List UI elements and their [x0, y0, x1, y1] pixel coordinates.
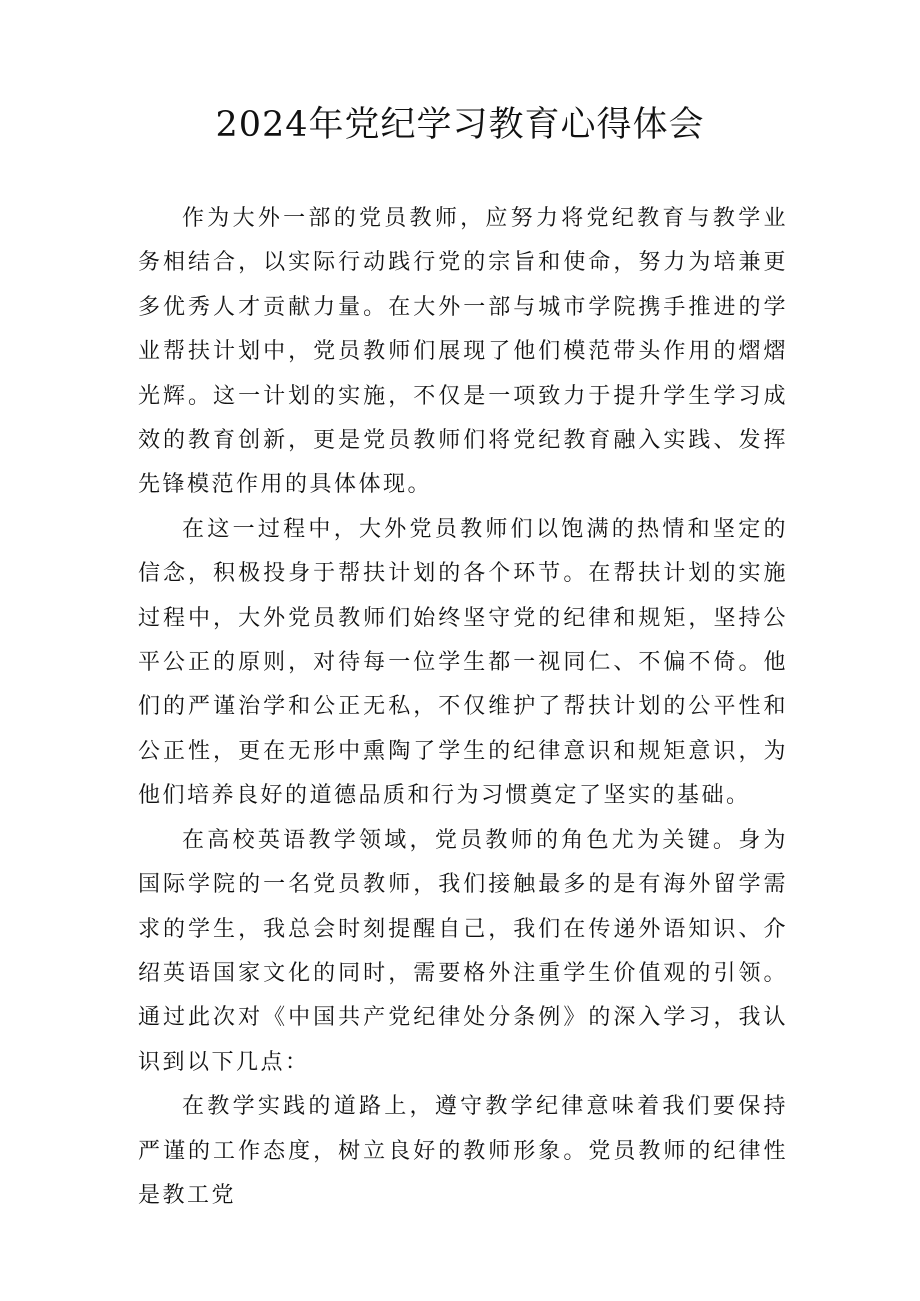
document-title: 2024年党纪学习教育心得体会	[215, 105, 705, 145]
document-body	[138, 197, 788, 1218]
paragraph-1: 作为大外一部的党员教师，应努力将党纪教育与教学业务相结合，以实际行动践行党的宗旨和使命，努力为培兼更多优秀人才贡献力量。在大外一部与城市学院携手推进的学业帮扶计划中，党员教师们展现了他们模范带头作用的熠熠光辉。这一计划的实施，不仅是一项致力于提升学生学习成效的教育创新，更是党员教师们将党纪教育融入实践、发挥先锋模范作用的具体体现。	[138, 206, 788, 498]
paragraph-4: 在教学实践的道路上，遵守教学纪律意味着我们要保持严谨的工作态度，树立良好的教师形象。党员教师的纪律性是教工党	[138, 1094, 788, 1208]
paragraph-2: 在这一过程中，大外党员教师们以饱满的热情和坚定的信念，积极投身于帮扶计划的各个环节。在帮扶计划的实施过程中，大外党员教师们始终坚守党的纪律和规矩，坚持公平公正的原则，对待每一位学生都一视同仁、不偏不倚。他们的严谨治学和公正无私，不仅维护了帮扶计划的公平性和公正性，更在无形中熏陶了学生的纪律意识和规矩意识，为他们培养良好的道德品质和行为习惯奠定了坚实的基础。	[138, 516, 788, 809]
paragraph-3: 在高校英语教学领域，党员教师的角色尤为关键。身为国际学院的一名党员教师，我们接触最多的是有海外留学需求的学生，我总会时刻提醒自己，我们在传递外语知识、介绍英语国家文化的同时，需要格外注重学生价值观的引领。通过此次对《中国共产党纪律处分条例》的深入学习，我认识到以下几点：	[138, 827, 788, 1075]
